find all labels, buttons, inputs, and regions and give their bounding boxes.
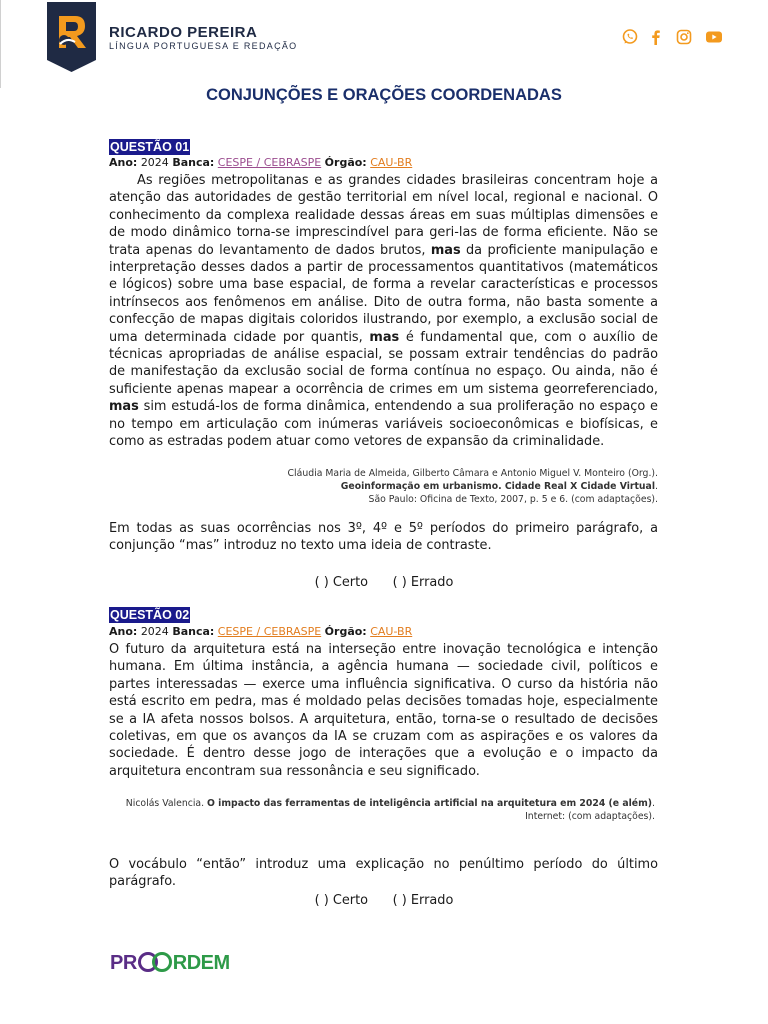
source-citation-01: Cláudia Maria de Almeida, Gilberto Câmara e Antonio Miguel V. Monteiro (Org.). Geoinformação em urbanismo. Cidade Real X Cidade Virtual. São Paulo: Oficina de Texto, 2007, p. 5 e 6. (com adaptações). <box>287 468 658 505</box>
answer-options-01 <box>0 575 768 590</box>
orgao-label: Órgão: <box>324 625 367 638</box>
highlight-mas: mas <box>369 329 400 345</box>
banca-label: Banca: <box>172 156 215 169</box>
ano-value: 2024 <box>140 625 169 638</box>
question-statement-02: O vocábulo “então” introduz uma explicação no penúltimo período do último parágrafo. <box>109 857 658 890</box>
ano-value: 2024 <box>140 156 169 169</box>
brand-name: RICARDO PEREIRA <box>109 24 258 41</box>
brand-logo-icon <box>47 2 96 72</box>
facebook-icon[interactable] <box>647 28 665 46</box>
question-text-02: O futuro da arquitetura está na interseção entre inovação tecnológica e intenção humana. Em última instância, a agência humana — sociedade civil, políticos e partes interessadas — exerce uma influência significativa. O curso da história não está escrito em pedra, mas é moldado pelas decisões tomadas hoje, especialmente se a IA afeta nossos bolsos. A arquitetura, então, torna-se o resultado de decisões coletivas, em que os avanços da IA se cruzam com as aspirações e os valores da sociedade. É dentro desse jogo de interações que a evolução e o impacto da arquitetura encontram sua ressonância e seu significado. <box>109 642 658 779</box>
highlight-mas: mas <box>430 242 461 258</box>
ano-label: Ano: <box>109 625 138 638</box>
question-meta-02 <box>109 625 412 639</box>
source-citation-02: Nicolás Valencia. O impacto das ferramentas de inteligência artificial na arquitetura em 2024 (e além). Internet: (com adaptações). <box>125 798 655 822</box>
orgao-link[interactable]: CAU-BR <box>370 625 413 638</box>
question-label-02: QUESTÃO 02 <box>110 608 190 622</box>
instagram-icon[interactable] <box>675 28 693 46</box>
option-certo[interactable]: ( ) Certo <box>314 893 369 908</box>
banca-link[interactable]: CESPE / CEBRASPE <box>217 156 322 169</box>
ano-label: Ano: <box>109 156 138 169</box>
banca-label: Banca: <box>172 625 215 638</box>
footer-logo: PR RDEM <box>110 952 230 974</box>
question-meta-01 <box>109 156 412 170</box>
question-statement-01: Em todas as suas ocorrências nos 3º, 4º e 5º períodos do primeiro parágrafo, a conjunção “mas” introduz no texto uma ideia de contraste. <box>109 521 658 554</box>
question-label-01: QUESTÃO 01 <box>110 140 190 154</box>
orgao-label: Órgão: <box>324 156 367 169</box>
highlight-mas: mas <box>109 399 139 415</box>
banca-link[interactable]: CESPE / CEBRASPE <box>217 625 322 638</box>
page-title: CONJUNÇÕES E ORAÇÕES COORDENADAS <box>206 86 562 104</box>
header-left-border <box>0 0 1 88</box>
option-errado[interactable]: ( ) Errado <box>392 893 454 908</box>
infinity-icon <box>137 951 173 973</box>
youtube-icon[interactable] <box>705 28 723 46</box>
orgao-link[interactable]: CAU-BR <box>370 156 413 169</box>
option-certo[interactable]: ( ) Certo <box>314 575 369 590</box>
option-errado[interactable]: ( ) Errado <box>392 575 454 590</box>
whatsapp-icon[interactable] <box>621 28 639 46</box>
brand-subtitle: LÍNGUA PORTUGUESA E REDAÇÃO <box>109 41 298 51</box>
page-header <box>0 0 768 88</box>
answer-options-02 <box>0 893 768 908</box>
question-text-01: As regiões metropolitanas e as grandes cidades brasileiras concentram hoje a atenção das autoridades de gestão territorial em nível local, regional e nacional. O conhecimento da complexa realidade dessas áreas em suas múltiplas dimensões e de modo dinâmico torna-se imprescindível para geri-las de forma eficiente. Não se trata apenas do levantamento de dados brutos, mas da proficiente manipulação e interpretação desses dados a partir de processamentos quantitativos (matemáticos e lógicos) sobre uma base espacial, de forma a revelar características e processos intrínsecos aos fenômenos em análise. Dito de outra forma, não basta somente a confecção de mapas digitais coloridos ilustrando, por exemplo, a exclusão social de uma determinada cidade por quantis, mas é fundamental que, com o auxílio de técnicas apropriadas de análise espacial, se possam extrair tendências do padrão de manifestação da exclusão social de forma contínua no espaço. Ou ainda, não é suficiente apenas mapear a ocorrência de crimes em um sistema georreferenciado, mas sim estudá-los de forma dinâmica, entendendo a sua proliferação no espaço e no tempo em articulação com inúmeras variáveis socioeconômicas e biofísicas, e como as estradas podem atuar como vetores de expansão da criminalidade. <box>109 173 658 450</box>
